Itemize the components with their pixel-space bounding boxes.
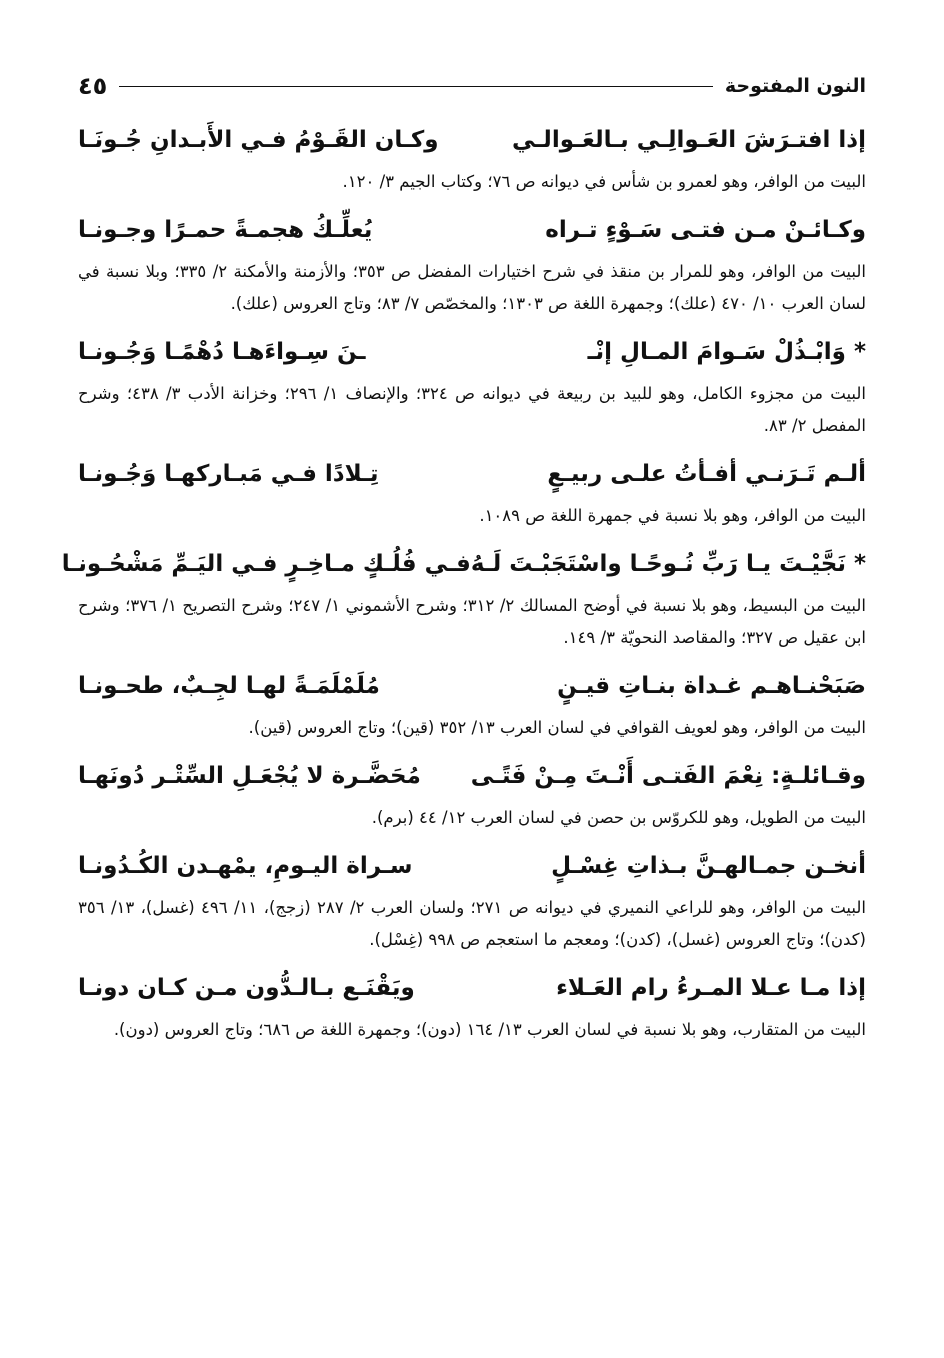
page-number: ٤٥ xyxy=(78,72,108,100)
verse-line xyxy=(78,840,866,892)
first-hemistich: وقـائلـةٍ: نِعْمَ الفَتـى أَنْـتَ مِـنْ فَتًـى xyxy=(470,763,866,789)
verse-entry xyxy=(78,660,866,744)
verse-line xyxy=(78,750,866,802)
verse-entry xyxy=(78,114,866,198)
running-header xyxy=(78,66,866,106)
verse-line xyxy=(78,326,866,378)
verse-entry xyxy=(78,840,866,956)
verse-line xyxy=(78,114,866,166)
second-hemistich: مُلَمْلَمَـةً لهـا لجِـبٌ، طحـونـا xyxy=(78,673,380,699)
first-hemistich: وكـائـنْ مـن فتـى سَـوْءٍ تـراه xyxy=(545,217,866,243)
source-note: البيت من المتقارب، وهو بلا نسبة في لسان العرب ١٣/ ١٦٤ (دون)؛ وجمهرة اللغة ص ٦٨٦؛ وتاج العروس (دون). xyxy=(113,1020,866,1039)
verse-line xyxy=(78,448,866,500)
source-note: البيت من الوافر، وهو لعمرو بن شأس في ديوانه ص ٧٦؛ وكتاب الجيم ٣/ ١٢٠. xyxy=(342,172,866,191)
verse-entry xyxy=(78,750,866,834)
second-hemistich: مُحَضَّـرة لا يُجْعَـلِ السِّتْـر دُونَهـا xyxy=(78,763,421,789)
verse-entry xyxy=(78,326,866,442)
first-hemistich: ألـم تَـرَنـي أفـأتُ علـى ربيـعٍ xyxy=(547,461,866,487)
source-note: البيت من الوافر، وهو لعويف القوافي في لسان العرب ١٣/ ٣٥٢ (قين)؛ وتاج العروس (قين). xyxy=(248,718,866,737)
verse-line xyxy=(78,204,866,256)
chapter-title: النون المفتوحة xyxy=(724,75,866,97)
source-note: البيت من الوافر، وهو بلا نسبة في جمهرة اللغة ص ١٠٨٩. xyxy=(479,506,866,525)
verse-line xyxy=(61,538,866,590)
second-hemistich: وكـان القَـوْمُ فـي الأَبـدانِ جُـونَـا xyxy=(78,127,439,153)
verse-entry xyxy=(78,448,866,532)
second-hemistich: ويَقْنَـع بـالـدُّون مـن كـان دونـا xyxy=(78,975,415,1001)
verse-entry xyxy=(61,538,866,654)
book-page xyxy=(61,66,867,1052)
source-note: البيت من الوافر، وهو للمرار بن منقذ في شرح اختيارات المفضل ص ٣٥٣؛ والأزمنة والأمكنة ٢/ ٣٣٥؛ وبلا نسبة في لسان العرب ١٠/ ٤٧٠ (علك)؛ وجمهرة اللغة ص ١٣٠٣؛ والمخصّص ٧/ ٨٣؛ وتاج العروس (علك). xyxy=(78,262,866,313)
first-hemistich: إذا افتـرَشَ العَـوالِـي بـالعَـوالـي xyxy=(512,127,866,153)
second-hemistich: فـي فُلُـكٍ مـاخِـرٍ فـي اليَـمِّ مَشْحُـونـا xyxy=(61,551,471,577)
source-note: البيت من الطويل، وهو للكروّس بن حصن في لسان العرب ١٢/ ٤٤ (برم). xyxy=(371,808,866,827)
verse-entries xyxy=(61,114,867,1046)
second-hemistich: سـراة اليـومِ، يمْهـدن الكُـدُونـا xyxy=(78,853,413,879)
verse-entry xyxy=(78,204,866,320)
first-hemistich: صَبَحْنـاهـم غـداة بنـاتِ قيـنٍ xyxy=(557,673,866,699)
second-hemistich: تِـلادًا فـي مَبـاركهـا وَجُـونـا xyxy=(78,461,379,487)
verse-line xyxy=(78,962,866,1014)
first-hemistich: * وَابْـذُلْ سَـوامَ المـالِ إنْـ xyxy=(587,339,866,365)
first-hemistich: * نَجَّيْـتَ يـا رَبِّ نُـوحًـا واسْتَجَبْـتَ لَـهُ xyxy=(470,551,866,577)
second-hemistich: يُعلِّـكُ هجمـةً حمـرًا وجـونـا xyxy=(78,217,373,243)
first-hemistich: إذا مـا عـلا المـرءُ رام العَـلاء xyxy=(556,975,866,1001)
first-hemistich: أنخـن جمـالهـنَّ بـذاتِ غِسْـلٍ xyxy=(551,853,866,879)
source-note: البيت من الوافر، وهو للراعي النميري في ديوانه ص ٢٧١؛ ولسان العرب ٢/ ٢٨٧ (زجج)، ١١/ ٤٩٦ (غسل)، ١٣/ ٣٥٦ (كدن)؛ وتاج العروس (غسل)، (كدن)؛ ومعجم ما استعجم ص ٩٩٨ (غِسْل). xyxy=(78,898,866,949)
source-note: البيت من البسيط، وهو بلا نسبة في أوضح المسالك ٢/ ٣١٢؛ وشرح الأشموني ١/ ٢٤٧؛ وشرح التصريح ١/ ٣٧٦؛ وشرح ابن عقيل ص ٣٢٧؛ والمقاصد النحويّة ٣/ ١٤٩. xyxy=(78,596,866,647)
verse-entry xyxy=(78,962,866,1046)
source-note: البيت من مجزوء الكامل، وهو للبيد بن ربيعة في ديوانه ص ٣٢٤؛ والإنصاف ١/ ٢٩٦؛ وخزانة الأدب ٣/ ٤٣٨؛ وشرح المفصل ٢/ ٨٣. xyxy=(78,384,867,435)
second-hemistich: ـنَ سِـواءَهـا دُهْمًـا وَجُـونـا xyxy=(78,339,366,365)
header-rule xyxy=(119,86,713,87)
verse-line xyxy=(78,660,866,712)
